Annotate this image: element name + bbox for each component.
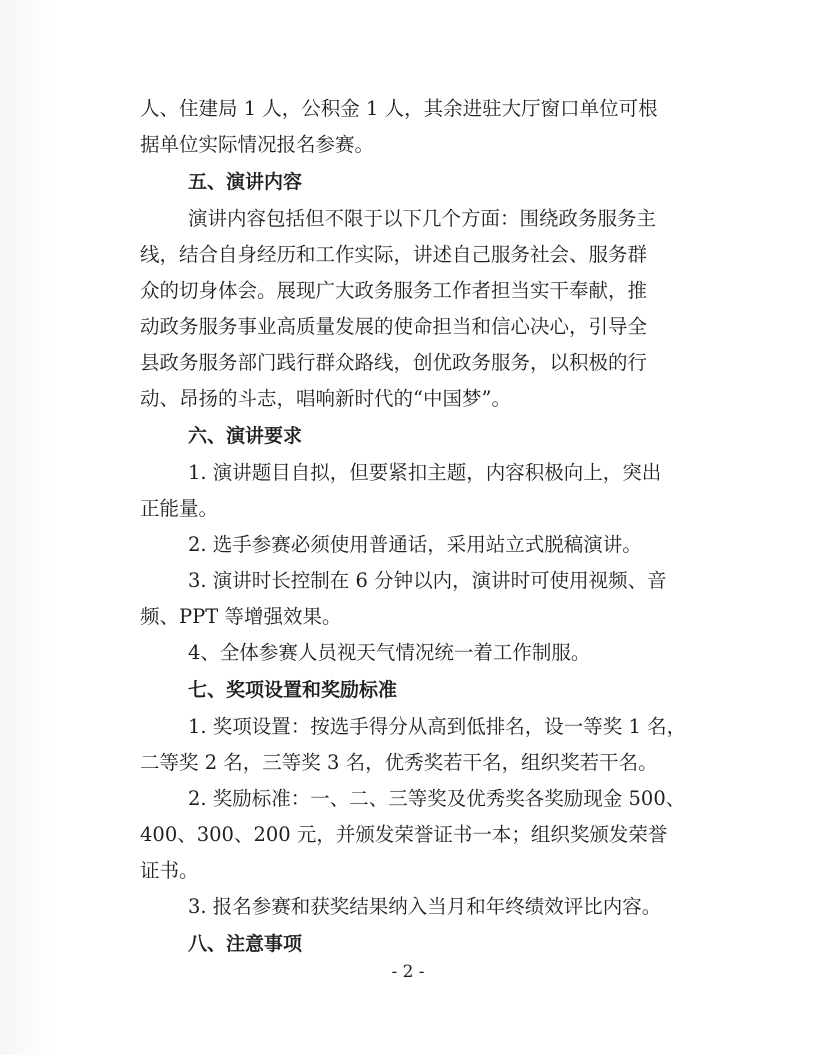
body-line: 1. 演讲题目自拟，但要紧扣主题，内容积极向上，突出 (188, 461, 662, 484)
body-line: 县政务服务部门践行群众路线，创优政务服务，以积极的行 (140, 351, 648, 374)
body-line: 2. 奖励标准：一、二、三等奖及优秀奖各奖励现金 500、 (188, 787, 686, 810)
body-line: 3. 演讲时长控制在 6 分钟以内，演讲时可使用视频、音 (188, 569, 667, 592)
section-heading-6: 六、演讲要求 (188, 425, 303, 447)
body-line: 2. 选手参赛必须使用普通话，采用站立式脱稿演讲。 (188, 533, 642, 556)
body-line: 4、全体参赛人员视天气情况统一着工作制服。 (188, 641, 591, 664)
body-line: 二等奖 2 名，三等奖 3 名，优秀奖若干名，组织奖若干名。 (140, 751, 658, 774)
scan-edge-shadow (0, 0, 58, 1055)
body-line: 动、昂扬的斗志，唱响新时代的“中国梦”。 (140, 387, 511, 410)
body-line: 据单位实际情况报名参赛。 (140, 133, 375, 156)
body-line: 众的切身体会。展现广大政务服务工作者担当实干奉献，推 (140, 279, 648, 302)
body-line: 证书。 (140, 859, 199, 882)
body-line: 400、300、200 元，并颁发荣誉证书一本；组织奖颁发荣誉 (140, 823, 668, 846)
body-line: 线，结合自身经历和工作实际，讲述自己服务社会、服务群 (140, 243, 648, 266)
body-line: 动政务服务事业高质量发展的使命担当和信心决心，引导全 (140, 315, 648, 338)
body-line: 正能量。 (140, 497, 219, 520)
body-line: 演讲内容包括但不限于以下几个方面：围绕政务服务主 (188, 207, 657, 230)
body-line: 人、住建局 1 人，公积金 1 人，其余进驻大厅窗口单位可根 (140, 97, 658, 120)
section-heading-5: 五、演讲内容 (188, 171, 303, 193)
body-line: 3. 报名参赛和获奖结果纳入当月和年终绩效评比内容。 (188, 895, 662, 918)
section-heading-7: 七、奖项设置和奖励标准 (188, 679, 398, 701)
body-line: 1. 奖项设置：按选手得分从高到低排名，设一等奖 1 名， (188, 715, 687, 738)
page-number: - 2 - (391, 962, 425, 982)
body-line: 频、PPT 等增强效果。 (140, 605, 342, 628)
section-heading-8: 八、注意事项 (188, 933, 303, 955)
